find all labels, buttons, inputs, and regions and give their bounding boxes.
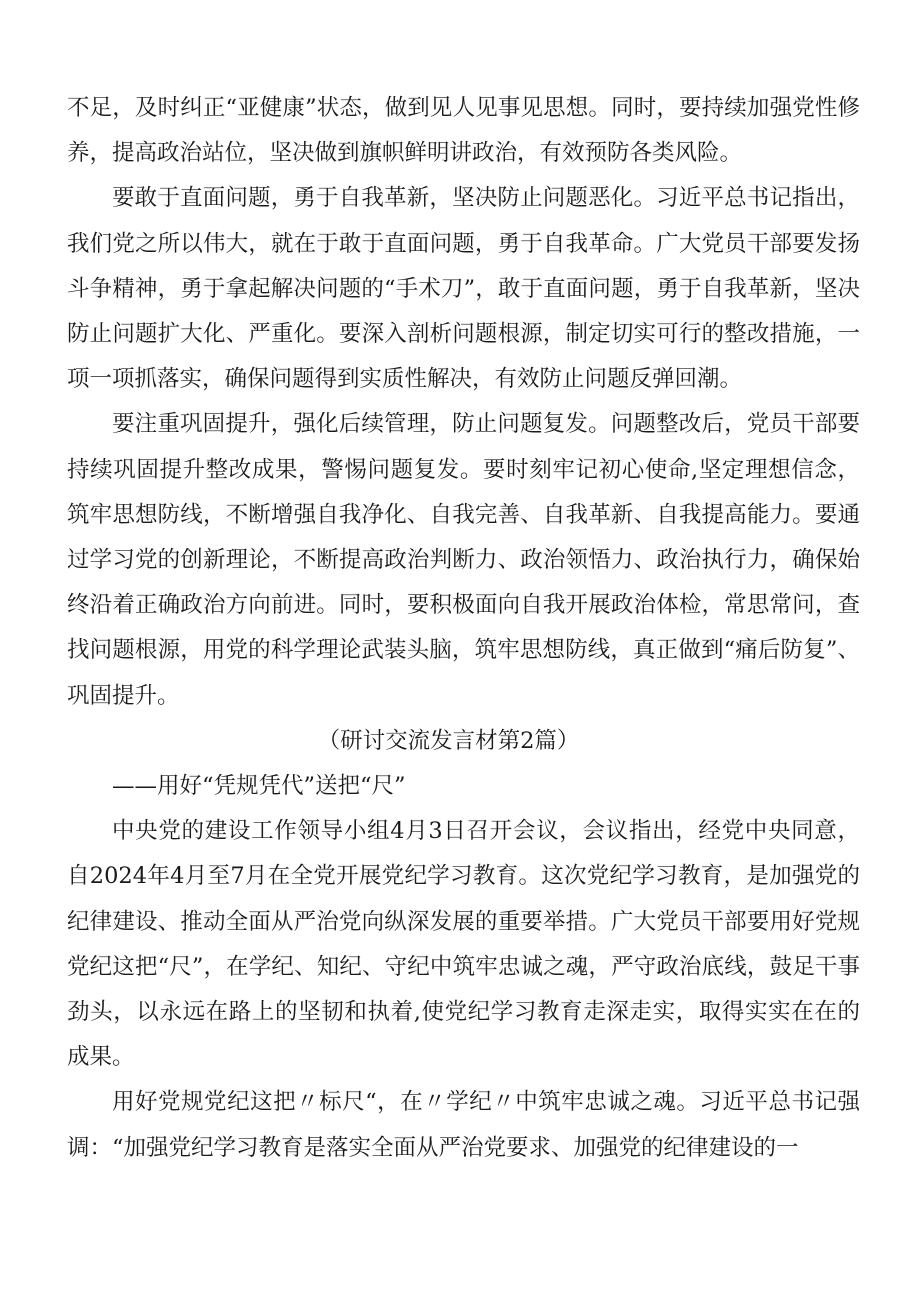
paragraph-continuation: 不足，及时纠正“亚健康”状态，做到见人见事见思想。同时，要持续加强党性修养，提高政治站位，坚决做到旗帜鲜明讲政治，有效预防各类风险。	[67, 95, 860, 167]
paragraph-ruler: 用好党规党纪这把〃标尺“，在〃学纪〃中筑牢忠诚之魂。习近平总书记强调：“加强党纪学习教育是落实全面从严治党要求、加强党的纪律建设的一	[67, 1089, 860, 1161]
paragraph-meeting: 中央党的建设工作领导小组4月3日召开会议，会议指出，经党中央同意，自2024年4月至7月在全党开展党纪学习教育。这次党纪学习教育，是加强党的纪律建设、推动全面从严治党向纵深发展的重要举措。广大党员干部要用好党规党纪这把“尺”，在学纪、知纪、守纪中筑牢忠诚之魂，严守政治底线，鼓足干事劲头，以永远在路上的坚韧和执着,使党纪学习教育走深走实，取得实实在在的成果。	[67, 818, 860, 1071]
section-heading: （研讨交流发言材第2篇）	[317, 727, 580, 754]
section-subtitle: ——用好“凭规凭代”送把“尺”	[112, 773, 406, 800]
paragraph-consolidate: 要注重巩固提升，强化后续管理，防止问题复发。问题整改后，党员干部要持续巩固提升整改成果，警惕问题复发。要时刻牢记初心使命,坚定理想信念，筑牢思想防线，不断增强自我净化、自我完善、自我革新、自我提高能力。要通过学习党的创新理论，不断提高政治判断力、政治领悟力、政治执行力，确保始终沿着正确政治方向前进。同时，要积极面向自我开展政治体检，常思常问，查找问题根源，用党的科学理论武装头脑，筑牢思想防线，真正做到“痛后防复”、巩固提升。	[67, 411, 860, 709]
paragraph-face-problems: 要敢于直面问题，勇于自我革新，坚决防止问题恶化。习近平总书记指出，我们党之所以伟大，就在于敢于直面问题，勇于自我革命。广大党员干部要发扬斗争精神，勇于拿起解决问题的“手术刀”，敢于直面问题，勇于自我革新，坚决防止问题扩大化、严重化。要深入剖析问题根源，制定切实可行的整改措施，一项一项抓落实，确保问题得到实质性解决，有效防止问题反弹回潮。	[67, 185, 860, 393]
